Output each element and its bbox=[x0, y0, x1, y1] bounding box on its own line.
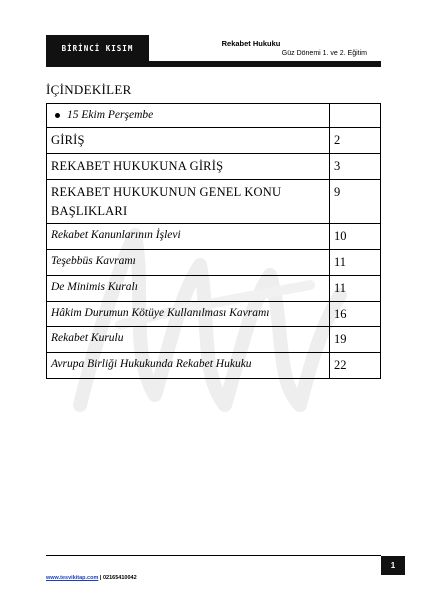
toc-entry-title: GİRİŞ bbox=[47, 128, 330, 154]
document-title: Rekabet Hukuku bbox=[221, 39, 281, 48]
toc-heading: İÇİNDEKİLER bbox=[46, 82, 132, 97]
toc-row bbox=[47, 250, 381, 276]
toc-entry-title: REKABET HUKUKUNUN GENEL KONU BAŞLIKLARI bbox=[47, 179, 330, 224]
toc-entry-page: 16 bbox=[330, 301, 381, 327]
toc-entry-page: 22 bbox=[330, 353, 381, 379]
toc-entry-title: De Minimis Kuralı bbox=[47, 275, 330, 301]
toc-row bbox=[47, 301, 381, 327]
toc-entry-title: Avrupa Birliği Hukukunda Rekabet Hukuku bbox=[47, 353, 330, 379]
toc-row bbox=[47, 104, 381, 128]
toc-entry-page: 3 bbox=[330, 154, 381, 180]
toc-entry-page: 9 bbox=[330, 179, 381, 224]
document-subtitle: Güz Dönemi 1. ve 2. Eğitim bbox=[281, 50, 367, 57]
footer-rule bbox=[46, 555, 381, 556]
toc-entry-page: 11 bbox=[330, 250, 381, 276]
toc-table bbox=[46, 103, 381, 379]
header-rule bbox=[46, 61, 381, 67]
toc-entry-title: Teşebbüs Kavramı bbox=[47, 250, 330, 276]
section-label: BİRİNCİ KISIM bbox=[46, 35, 149, 61]
toc-entry-title: Rekabet Kanunlarının İşlevi bbox=[47, 224, 330, 250]
website-link[interactable]: www.tesvikitap.com bbox=[46, 575, 99, 581]
phone-number: 02165410042 bbox=[102, 575, 137, 581]
toc-row bbox=[47, 327, 381, 353]
bullet-icon bbox=[55, 113, 60, 118]
toc-entry-page bbox=[330, 104, 381, 128]
toc-row bbox=[47, 128, 381, 154]
toc-entry-title: Rekabet Kurulu bbox=[47, 327, 330, 353]
toc-entry-title: REKABET HUKUKUNA GİRİŞ bbox=[47, 154, 330, 180]
toc-entry-page: 10 bbox=[330, 224, 381, 250]
toc-row bbox=[47, 353, 381, 379]
toc-row bbox=[47, 154, 381, 180]
footer-contact bbox=[46, 575, 137, 581]
toc-entry-title: Hâkim Durumun Kötüye Kullanılması Kavramı bbox=[47, 301, 330, 327]
toc-entry-title: 15 Ekim Perşembe bbox=[67, 109, 154, 121]
footer-separator: | bbox=[98, 575, 103, 581]
toc-entry-page: 2 bbox=[330, 128, 381, 154]
toc-row bbox=[47, 275, 381, 301]
toc-entry-page: 11 bbox=[330, 275, 381, 301]
toc-entry-page: 19 bbox=[330, 327, 381, 353]
toc-row bbox=[47, 224, 381, 250]
page-number: 1 bbox=[381, 556, 405, 575]
toc-row bbox=[47, 179, 381, 224]
